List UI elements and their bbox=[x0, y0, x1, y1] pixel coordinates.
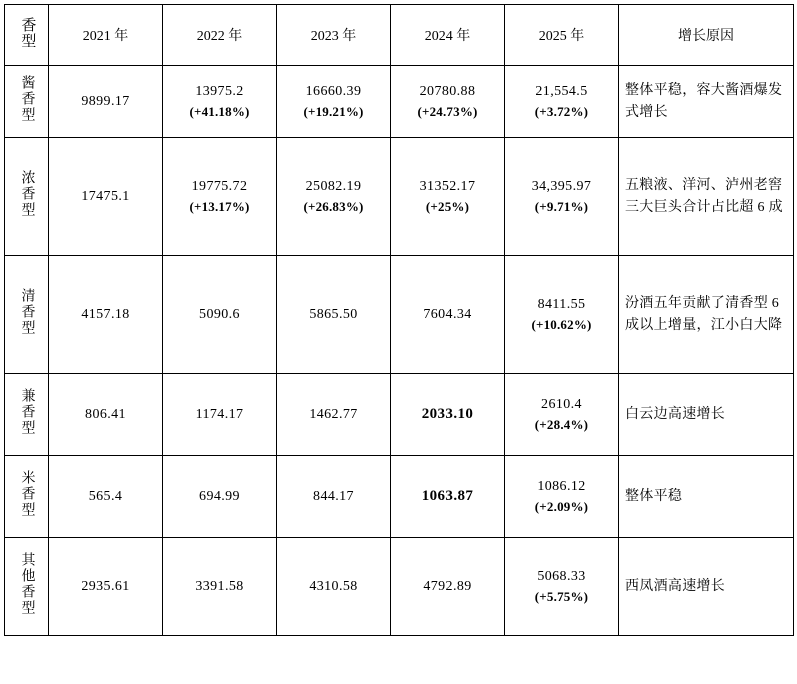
cell-growth-reason: 白云边高速增长 bbox=[619, 374, 794, 456]
cell-growth-reason: 整体平稳 bbox=[619, 456, 794, 538]
column-header-2024: 2024 年 bbox=[391, 5, 505, 66]
cell-2021: 4157.18 bbox=[49, 256, 163, 374]
column-header-2022: 2022 年 bbox=[163, 5, 277, 66]
cell-2021: 806.41 bbox=[49, 374, 163, 456]
cell-2024: 1063.87 bbox=[391, 456, 505, 538]
cell-2023: 844.17 bbox=[277, 456, 391, 538]
cell-growth-reason: 整体平稳，容大酱酒爆发式增长 bbox=[619, 66, 794, 138]
table-body bbox=[5, 66, 794, 636]
row-label-qing: 清香型 bbox=[5, 256, 49, 374]
row-label-jian: 兼香型 bbox=[5, 374, 49, 456]
row-label-other: 其他香型 bbox=[5, 538, 49, 636]
row-label-jiang: 酱香型 bbox=[5, 66, 49, 138]
cell-2022: 694.99 bbox=[163, 456, 277, 538]
row-label-nong: 浓香型 bbox=[5, 138, 49, 256]
cell-2024: 20780.88 (+24.73%) bbox=[391, 66, 505, 138]
cell-2025: 5068.33 (+5.75%) bbox=[505, 538, 619, 636]
table-row bbox=[5, 456, 794, 538]
table-row bbox=[5, 538, 794, 636]
cell-2023: 25082.19 (+26.83%) bbox=[277, 138, 391, 256]
table-header bbox=[5, 5, 794, 66]
cell-2021: 565.4 bbox=[49, 456, 163, 538]
column-header-growth-reason: 增长原因 bbox=[619, 5, 794, 66]
cell-2025: 2610.4 (+28.4%) bbox=[505, 374, 619, 456]
column-header-2021: 2021 年 bbox=[49, 5, 163, 66]
cell-growth-reason: 西凤酒高速增长 bbox=[619, 538, 794, 636]
table-row bbox=[5, 66, 794, 138]
cell-2021: 9899.17 bbox=[49, 66, 163, 138]
table-header-row bbox=[5, 5, 794, 66]
cell-2021: 2935.61 bbox=[49, 538, 163, 636]
cell-2023: 1462.77 bbox=[277, 374, 391, 456]
row-label-mi: 米香型 bbox=[5, 456, 49, 538]
aroma-type-revenue-table bbox=[4, 4, 794, 636]
cell-2024: 2033.10 bbox=[391, 374, 505, 456]
table-row bbox=[5, 256, 794, 374]
cell-2023: 16660.39 (+19.21%) bbox=[277, 66, 391, 138]
table-row bbox=[5, 374, 794, 456]
table-row bbox=[5, 138, 794, 256]
cell-2022: 19775.72 (+13.17%) bbox=[163, 138, 277, 256]
cell-2023: 5865.50 bbox=[277, 256, 391, 374]
cell-2022: 3391.58 bbox=[163, 538, 277, 636]
column-header-2023: 2023 年 bbox=[277, 5, 391, 66]
column-header-2025: 2025 年 bbox=[505, 5, 619, 66]
cell-2023: 4310.58 bbox=[277, 538, 391, 636]
cell-2025: 21,554.5 (+3.72%) bbox=[505, 66, 619, 138]
cell-2025: 1086.12 (+2.09%) bbox=[505, 456, 619, 538]
cell-2025: 34,395.97 (+9.71%) bbox=[505, 138, 619, 256]
column-header-aroma-type: 香型 bbox=[5, 5, 49, 66]
cell-2025: 8411.55 (+10.62%) bbox=[505, 256, 619, 374]
cell-2022: 1174.17 bbox=[163, 374, 277, 456]
cell-2024: 4792.89 bbox=[391, 538, 505, 636]
cell-2022: 5090.6 bbox=[163, 256, 277, 374]
cell-2024: 31352.17 (+25%) bbox=[391, 138, 505, 256]
document-page bbox=[0, 4, 797, 684]
cell-growth-reason: 汾酒五年贡献了清香型 6 成以上增量，江小白大降 bbox=[619, 256, 794, 374]
cell-2021: 17475.1 bbox=[49, 138, 163, 256]
cell-2024: 7604.34 bbox=[391, 256, 505, 374]
cell-2022: 13975.2 (+41.18%) bbox=[163, 66, 277, 138]
cell-growth-reason: 五粮液、洋河、泸州老窖三大巨头合计占比超 6 成 bbox=[619, 138, 794, 256]
